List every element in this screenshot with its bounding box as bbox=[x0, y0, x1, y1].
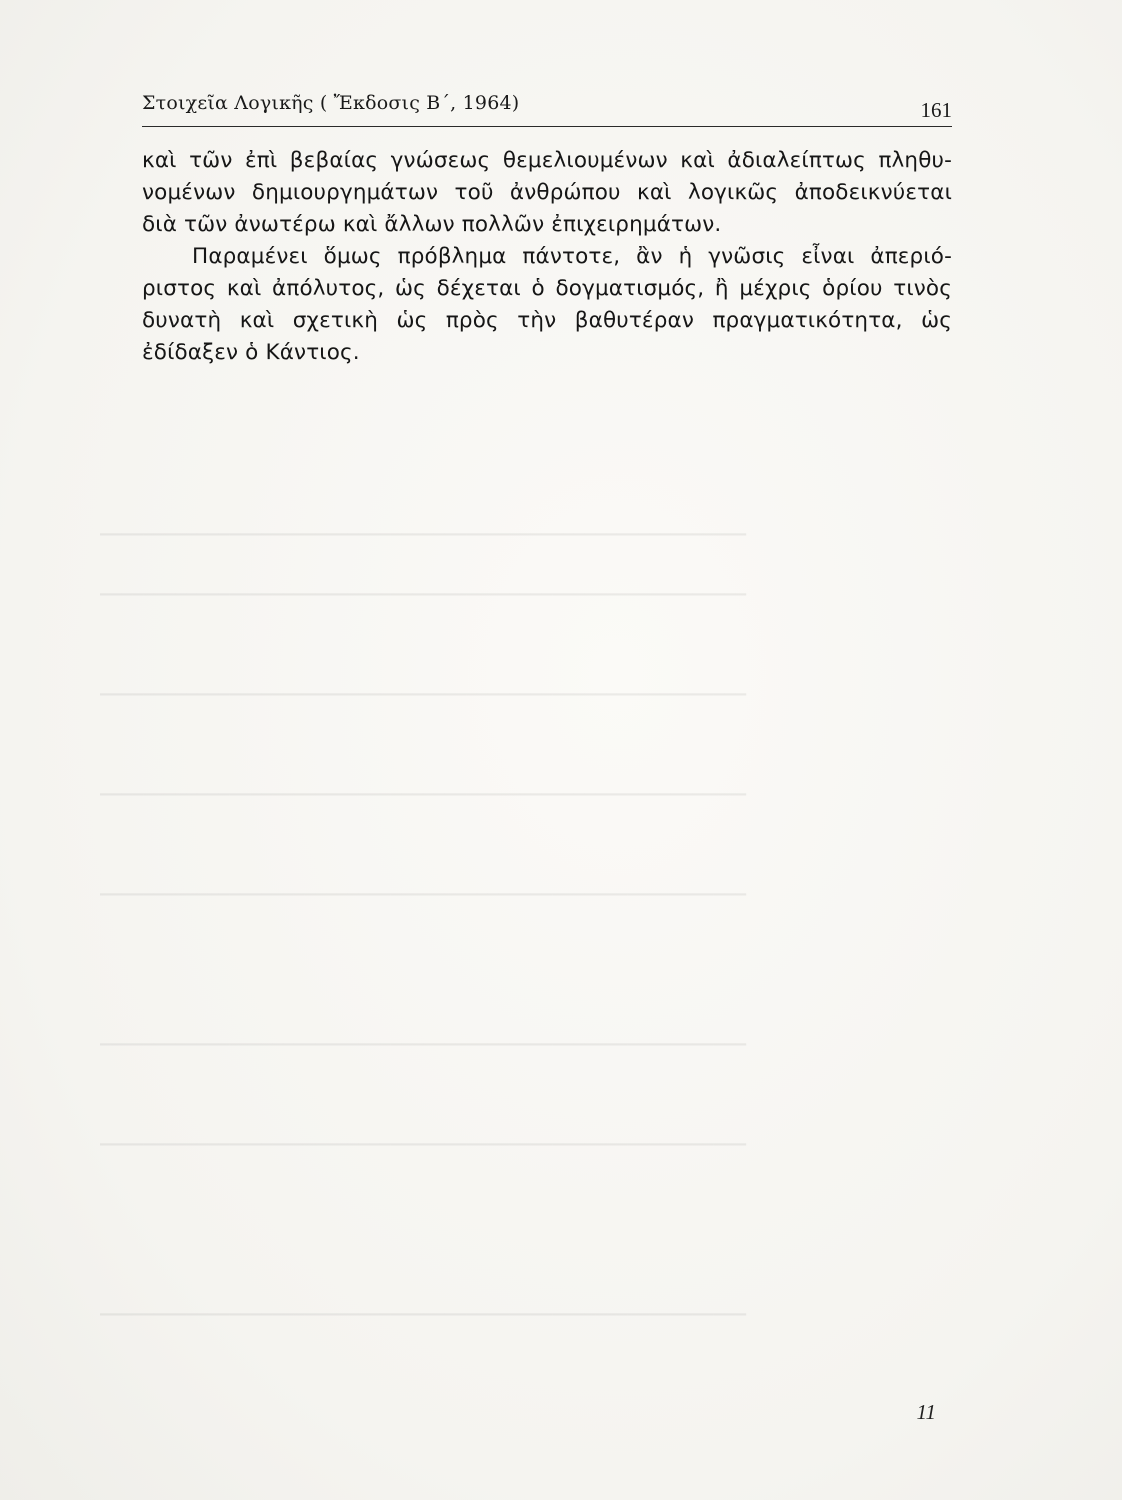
running-title: Στοιχεῖα Λογικῆς ( Ἔκδοσις Β΄, 1964) bbox=[142, 92, 520, 114]
text-line: ἐδίδαξεν ὁ Κάντιος. bbox=[142, 340, 360, 365]
bleed-through-texture: ▁▁▁▁▁▁▁▁▁▁▁▁▁▁▁▁▁▁▁▁▁▁▁▁▁▁▁▁▁▁▁▁▁▁▁▁▁▁▁▁▁▁▁▁▁▁▁▁▁▁▁▁▁▁▁▁▁▁▁▁ bbox=[100, 580, 746, 596]
text-line: δυνατὴ καὶ σχετικὴ ὡς πρὸς τὴν βαθυτέραν πραγματικότητα, ὡς bbox=[142, 308, 952, 333]
running-head bbox=[142, 86, 952, 128]
text-line: καὶ τῶν ἐπὶ βεβαίας γνώσεως θεμελιουμένων καὶ ἀδιαλείπτως πληθυ- bbox=[142, 148, 952, 173]
bleed-through-texture: ▁▁▁▁▁▁▁▁▁▁▁▁▁▁▁▁▁▁▁▁▁▁▁▁▁▁▁▁▁▁▁▁▁▁▁▁▁▁▁▁▁▁▁▁▁▁▁▁▁▁▁▁▁▁▁▁▁▁▁▁ bbox=[100, 880, 746, 896]
text-line: νομένων δημιουργημάτων τοῦ ἀνθρώπου καὶ λογικῶς ἀποδεικνύεται bbox=[142, 180, 952, 205]
header-rule bbox=[142, 126, 952, 127]
body-text bbox=[142, 145, 952, 369]
bleed-through-texture: ▁▁▁▁▁▁▁▁▁▁▁▁▁▁▁▁▁▁▁▁▁▁▁▁▁▁▁▁▁▁▁▁▁▁▁▁▁▁▁▁▁▁▁▁▁▁▁▁▁▁▁▁▁▁▁▁▁▁▁▁ bbox=[100, 680, 746, 696]
bleed-through-texture: ▁▁▁▁▁▁▁▁▁▁▁▁▁▁▁▁▁▁▁▁▁▁▁▁▁▁▁▁▁▁▁▁▁▁▁▁▁▁▁▁▁▁▁▁▁▁▁▁▁▁▁▁▁▁▁▁▁▁▁▁ bbox=[100, 1130, 746, 1146]
bleed-through-texture: ▁▁▁▁▁▁▁▁▁▁▁▁▁▁▁▁▁▁▁▁▁▁▁▁▁▁▁▁▁▁▁▁▁▁▁▁▁▁▁▁▁▁▁▁▁▁▁▁▁▁▁▁▁▁▁▁▁▁▁▁ bbox=[100, 520, 746, 536]
bleed-through-texture: ▁▁▁▁▁▁▁▁▁▁▁▁▁▁▁▁▁▁▁▁▁▁▁▁▁▁▁▁▁▁▁▁▁▁▁▁▁▁▁▁▁▁▁▁▁▁▁▁▁▁▁▁▁▁▁▁▁▁▁▁ bbox=[100, 1030, 746, 1046]
bleed-through-texture: ▁▁▁▁▁▁▁▁▁▁▁▁▁▁▁▁▁▁▁▁▁▁▁▁▁▁▁▁▁▁▁▁▁▁▁▁▁▁▁▁▁▁▁▁▁▁▁▁▁▁▁▁▁▁▁▁▁▁▁▁ bbox=[100, 1300, 746, 1316]
text-line: διὰ τῶν ἀνωτέρω καὶ ἄλλων πολλῶν ἐπιχειρημάτων. bbox=[142, 212, 722, 237]
paragraph-start-line: Παραμένει ὅμως πρόβλημα πάντοτε, ἂν ἡ γνῶσις εἶναι ἀπεριό- bbox=[192, 244, 952, 269]
text-line: ριστος καὶ ἀπόλυτος, ὡς δέχεται ὁ δογματισμός, ἢ μέχρις ὁρίου τινὸς bbox=[142, 276, 952, 301]
folio-number: 11 bbox=[916, 1400, 936, 1424]
bleed-through-texture: ▁▁▁▁▁▁▁▁▁▁▁▁▁▁▁▁▁▁▁▁▁▁▁▁▁▁▁▁▁▁▁▁▁▁▁▁▁▁▁▁▁▁▁▁▁▁▁▁▁▁▁▁▁▁▁▁▁▁▁▁ bbox=[100, 780, 746, 796]
page-number: 161 bbox=[920, 98, 952, 122]
